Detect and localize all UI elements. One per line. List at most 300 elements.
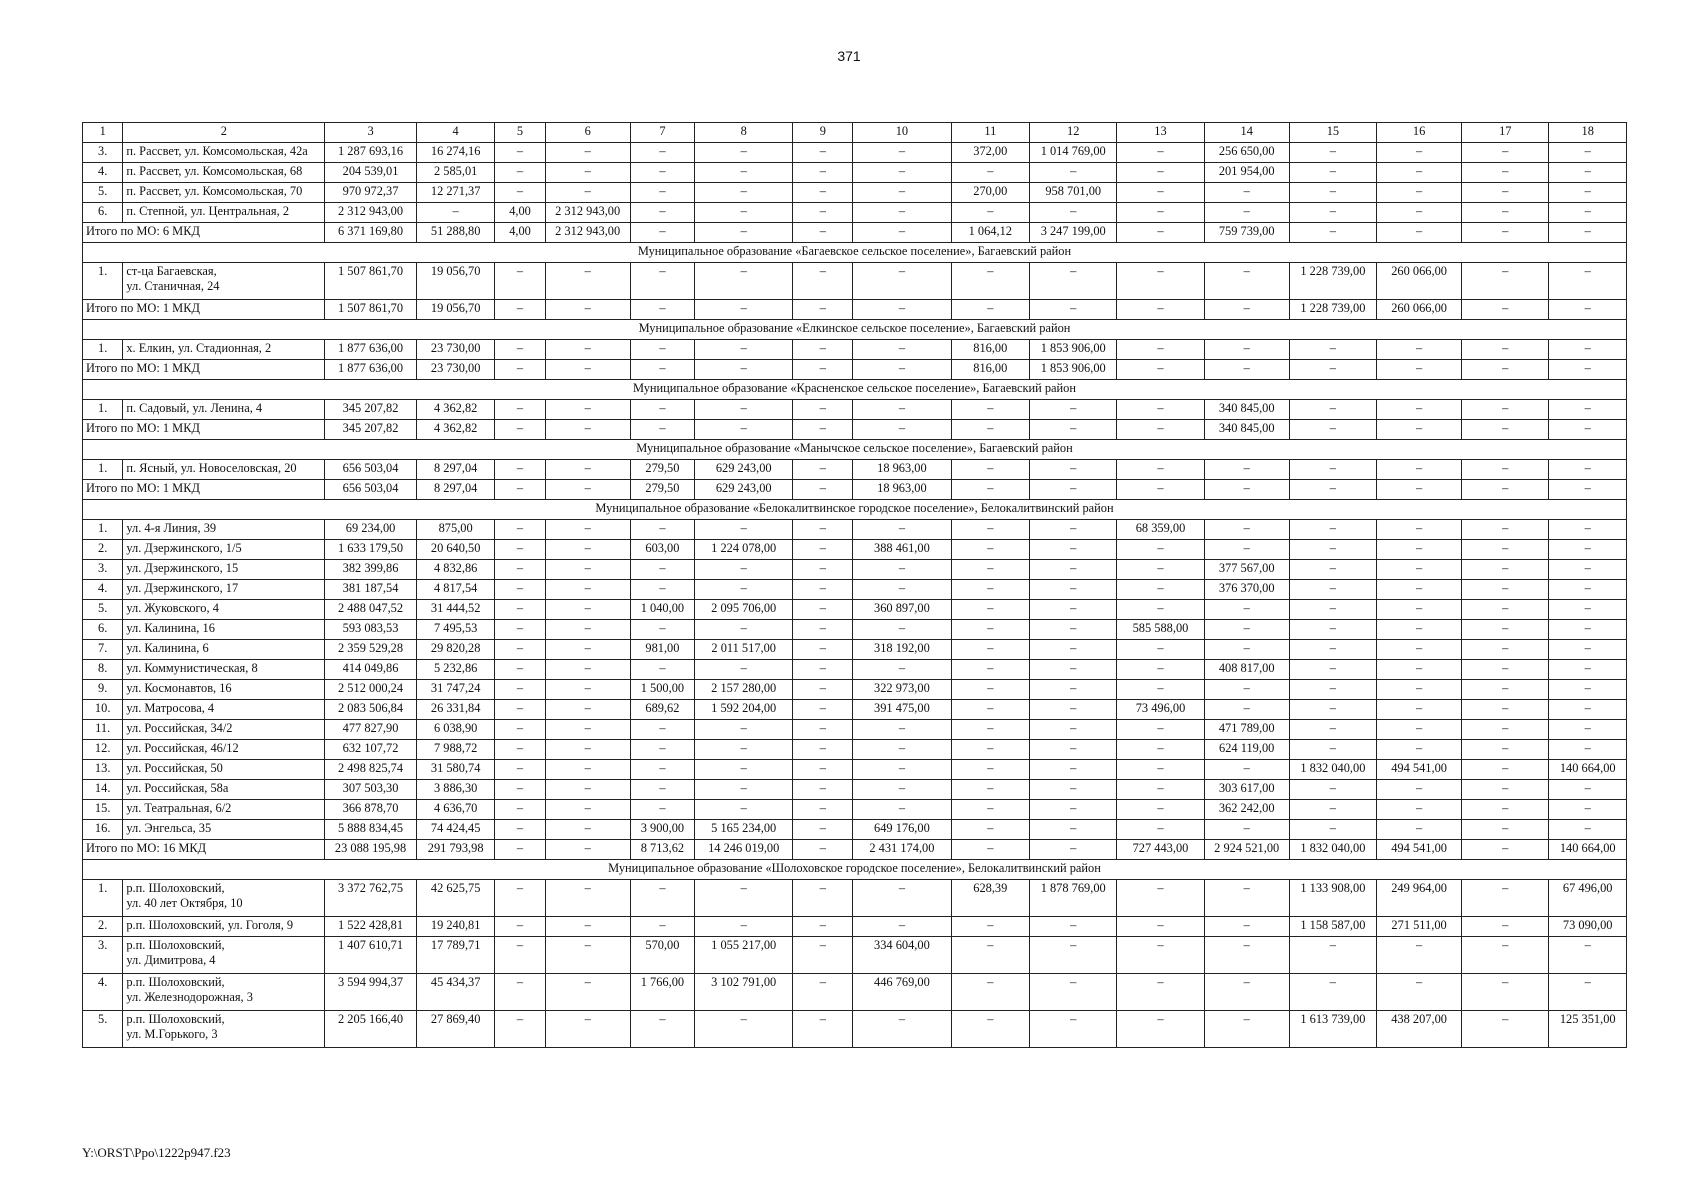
value-cell-c4: 27 869,40 <box>416 1011 495 1048</box>
total-value-c15: 1 228 739,00 <box>1289 300 1376 320</box>
address-line-1: ул. Жуковского, 4 <box>126 601 219 615</box>
value-cell-c9: – <box>793 560 853 580</box>
value-cell-c16: – <box>1377 163 1462 183</box>
value-cell-c17: – <box>1462 620 1549 640</box>
total-value-c17: – <box>1462 840 1549 860</box>
value-cell-c16: – <box>1377 183 1462 203</box>
total-value-c11: – <box>951 480 1030 500</box>
value-cell-c6: – <box>545 720 630 740</box>
value-cell-c18: – <box>1549 520 1627 540</box>
value-cell-c14: – <box>1204 203 1289 223</box>
total-value-c12: 3 247 199,00 <box>1030 223 1117 243</box>
total-value-c4: 8 297,04 <box>416 480 495 500</box>
value-cell-c7: – <box>630 1011 694 1048</box>
address-cell <box>123 460 325 480</box>
row-number: 7. <box>83 640 123 660</box>
value-cell-c11: – <box>951 400 1030 420</box>
column-number-header: 5 <box>495 123 545 143</box>
value-cell-c8: – <box>695 400 793 420</box>
address-line-2: ул. Димитрова, 4 <box>126 953 216 967</box>
value-cell-c4: 5 232,86 <box>416 660 495 680</box>
value-cell-c10: – <box>853 183 951 203</box>
value-cell-c13: 585 588,00 <box>1117 620 1204 640</box>
value-cell-c13: – <box>1117 183 1204 203</box>
value-cell-c17: – <box>1462 974 1549 1011</box>
table-row <box>83 880 1627 917</box>
value-cell-c16: – <box>1377 340 1462 360</box>
value-cell-c14: 362 242,00 <box>1204 800 1289 820</box>
value-cell-c14: 340 845,00 <box>1204 400 1289 420</box>
value-cell-c11: – <box>951 1011 1030 1048</box>
value-cell-c15: – <box>1289 680 1376 700</box>
footer-file-path: Y:\ORST\Ppo\1222p947.f23 <box>82 1145 231 1160</box>
total-value-c8: – <box>695 223 793 243</box>
value-cell-c11: – <box>951 163 1030 183</box>
value-cell-c12: 1 014 769,00 <box>1030 143 1117 163</box>
total-value-c7: – <box>630 420 694 440</box>
value-cell-c8: – <box>695 880 793 917</box>
value-cell-c10: – <box>853 163 951 183</box>
value-cell-c3: 204 539,01 <box>325 163 417 183</box>
value-cell-c18: 125 351,00 <box>1549 1011 1627 1048</box>
value-cell-c4: 875,00 <box>416 520 495 540</box>
total-value-c5: – <box>495 420 545 440</box>
value-cell-c4: 31 747,24 <box>416 680 495 700</box>
column-number-header: 17 <box>1462 123 1549 143</box>
value-cell-c7: – <box>630 520 694 540</box>
address-line-1: х. Елкин, ул. Стадионная, 2 <box>126 341 272 355</box>
value-cell-c15: 1 613 739,00 <box>1289 1011 1376 1048</box>
value-cell-c12: – <box>1030 600 1117 620</box>
total-value-c3: 656 503,04 <box>325 480 417 500</box>
address-cell <box>123 780 325 800</box>
table-row <box>83 183 1627 203</box>
value-cell-c10: 446 769,00 <box>853 974 951 1011</box>
address-cell <box>123 937 325 974</box>
row-number: 1. <box>83 520 123 540</box>
value-cell-c17: – <box>1462 540 1549 560</box>
value-cell-c15: – <box>1289 460 1376 480</box>
value-cell-c12: – <box>1030 560 1117 580</box>
value-cell-c12: – <box>1030 1011 1117 1048</box>
value-cell-c16: – <box>1377 700 1462 720</box>
value-cell-c9: – <box>793 460 853 480</box>
value-cell-c5: – <box>495 880 545 917</box>
section-title: Муниципальное образование «Багаевское сельское поселение», Багаевский район <box>83 243 1627 263</box>
value-cell-c14: – <box>1204 183 1289 203</box>
total-value-c10: – <box>853 223 951 243</box>
value-cell-c15: 1 228 739,00 <box>1289 263 1376 300</box>
total-value-c16: – <box>1377 360 1462 380</box>
value-cell-c9: – <box>793 917 853 937</box>
value-cell-c4: 3 886,30 <box>416 780 495 800</box>
value-cell-c9: – <box>793 143 853 163</box>
value-cell-c5: – <box>495 1011 545 1048</box>
total-value-c18: – <box>1549 300 1627 320</box>
value-cell-c17: – <box>1462 660 1549 680</box>
address-line-1: ст-ца Багаевская, <box>126 264 217 278</box>
section-title: Муниципальное образование «Красненское сельское поселение», Багаевский район <box>83 380 1627 400</box>
value-cell-c15: – <box>1289 800 1376 820</box>
value-cell-c3: 3 594 994,37 <box>325 974 417 1011</box>
value-cell-c5: – <box>495 917 545 937</box>
value-cell-c4: 7 988,72 <box>416 740 495 760</box>
value-cell-c6: – <box>545 560 630 580</box>
value-cell-c5: – <box>495 780 545 800</box>
total-value-c18: – <box>1549 480 1627 500</box>
total-value-c16: – <box>1377 480 1462 500</box>
table-row <box>83 620 1627 640</box>
value-cell-c12: – <box>1030 974 1117 1011</box>
value-cell-c4: 4 636,70 <box>416 800 495 820</box>
row-number: 1. <box>83 340 123 360</box>
value-cell-c3: 2 083 506,84 <box>325 700 417 720</box>
value-cell-c17: – <box>1462 640 1549 660</box>
value-cell-c8: – <box>695 620 793 640</box>
address-cell <box>123 640 325 660</box>
value-cell-c8: 5 165 234,00 <box>695 820 793 840</box>
total-value-c7: 8 713,62 <box>630 840 694 860</box>
total-row <box>83 223 1627 243</box>
value-cell-c14: – <box>1204 680 1289 700</box>
value-cell-c3: 3 372 762,75 <box>325 880 417 917</box>
address-cell <box>123 720 325 740</box>
section-header-row <box>83 380 1627 400</box>
value-cell-c13: – <box>1117 163 1204 183</box>
value-cell-c10: 18 963,00 <box>853 460 951 480</box>
value-cell-c8: – <box>695 163 793 183</box>
value-cell-c9: – <box>793 880 853 917</box>
value-cell-c14: – <box>1204 974 1289 1011</box>
total-value-c4: 291 793,98 <box>416 840 495 860</box>
value-cell-c15: – <box>1289 520 1376 540</box>
value-cell-c18: – <box>1549 143 1627 163</box>
value-cell-c4: 2 585,01 <box>416 163 495 183</box>
value-cell-c6: – <box>545 937 630 974</box>
value-cell-c4: 31 444,52 <box>416 600 495 620</box>
value-cell-c7: – <box>630 183 694 203</box>
total-value-c12: – <box>1030 480 1117 500</box>
address-line-1: ул. Дзержинского, 17 <box>126 581 239 595</box>
table-row <box>83 520 1627 540</box>
value-cell-c7: – <box>630 917 694 937</box>
value-cell-c11: – <box>951 600 1030 620</box>
value-cell-c3: 69 234,00 <box>325 520 417 540</box>
address-line-2: ул. М.Горького, 3 <box>126 1027 218 1041</box>
value-cell-c5: – <box>495 143 545 163</box>
value-cell-c13: – <box>1117 720 1204 740</box>
address-line-1: п. Садовый, ул. Ленина, 4 <box>126 401 263 415</box>
value-cell-c8: 2 157 280,00 <box>695 680 793 700</box>
total-value-c18: – <box>1549 420 1627 440</box>
value-cell-c3: 5 888 834,45 <box>325 820 417 840</box>
value-cell-c15: – <box>1289 974 1376 1011</box>
column-number-header: 8 <box>695 123 793 143</box>
value-cell-c7: 689,62 <box>630 700 694 720</box>
value-cell-c16: – <box>1377 660 1462 680</box>
value-cell-c3: 2 488 047,52 <box>325 600 417 620</box>
value-cell-c8: – <box>695 1011 793 1048</box>
address-line-1: ул. Дзержинского, 15 <box>126 561 239 575</box>
total-value-c14: 759 739,00 <box>1204 223 1289 243</box>
table-row <box>83 780 1627 800</box>
address-line-1: ул. Театральная, 6/2 <box>126 801 232 815</box>
value-cell-c7: 1 040,00 <box>630 600 694 620</box>
value-cell-c15: – <box>1289 143 1376 163</box>
value-cell-c6: – <box>545 580 630 600</box>
total-value-c6: – <box>545 360 630 380</box>
value-cell-c16: – <box>1377 460 1462 480</box>
value-cell-c6: – <box>545 974 630 1011</box>
value-cell-c10: – <box>853 143 951 163</box>
value-cell-c5: – <box>495 600 545 620</box>
row-number: 1. <box>83 263 123 300</box>
value-cell-c7: 570,00 <box>630 937 694 974</box>
value-cell-c10: 360 897,00 <box>853 600 951 620</box>
table-row <box>83 203 1627 223</box>
total-value-c8: 629 243,00 <box>695 480 793 500</box>
value-cell-c4: 12 271,37 <box>416 183 495 203</box>
address-line-1: р.п. Шолоховский, <box>126 938 225 952</box>
total-value-c14: – <box>1204 300 1289 320</box>
value-cell-c16: – <box>1377 974 1462 1011</box>
value-cell-c14: – <box>1204 1011 1289 1048</box>
total-value-c15: – <box>1289 420 1376 440</box>
total-value-c12: – <box>1030 300 1117 320</box>
value-cell-c8: – <box>695 183 793 203</box>
value-cell-c11: – <box>951 937 1030 974</box>
value-cell-c4: 42 625,75 <box>416 880 495 917</box>
value-cell-c3: 1 407 610,71 <box>325 937 417 974</box>
value-cell-c4: 29 820,28 <box>416 640 495 660</box>
value-cell-c16: 260 066,00 <box>1377 263 1462 300</box>
table-row <box>83 680 1627 700</box>
value-cell-c13: – <box>1117 800 1204 820</box>
section-header-row <box>83 243 1627 263</box>
value-cell-c12: 1 878 769,00 <box>1030 880 1117 917</box>
value-cell-c9: – <box>793 974 853 1011</box>
value-cell-c9: – <box>793 937 853 974</box>
total-value-c6: 2 312 943,00 <box>545 223 630 243</box>
value-cell-c10: – <box>853 560 951 580</box>
value-cell-c9: – <box>793 163 853 183</box>
value-cell-c4: 17 789,71 <box>416 937 495 974</box>
value-cell-c6: 2 312 943,00 <box>545 203 630 223</box>
value-cell-c15: 1 133 908,00 <box>1289 880 1376 917</box>
total-value-c18: – <box>1549 223 1627 243</box>
value-cell-c6: – <box>545 880 630 917</box>
value-cell-c4: 23 730,00 <box>416 340 495 360</box>
row-number: 2. <box>83 540 123 560</box>
value-cell-c17: – <box>1462 917 1549 937</box>
value-cell-c6: – <box>545 640 630 660</box>
value-cell-c18: – <box>1549 540 1627 560</box>
value-cell-c13: – <box>1117 143 1204 163</box>
value-cell-c18: – <box>1549 620 1627 640</box>
value-cell-c15: – <box>1289 780 1376 800</box>
value-cell-c8: – <box>695 780 793 800</box>
row-number: 2. <box>83 917 123 937</box>
row-number: 1. <box>83 460 123 480</box>
column-number-header: 11 <box>951 123 1030 143</box>
value-cell-c3: 1 507 861,70 <box>325 263 417 300</box>
row-number: 6. <box>83 620 123 640</box>
address-line-1: п. Степной, ул. Центральная, 2 <box>126 204 290 218</box>
value-cell-c8: – <box>695 263 793 300</box>
total-value-c3: 6 371 169,80 <box>325 223 417 243</box>
value-cell-c8: 1 224 078,00 <box>695 540 793 560</box>
total-value-c16: 494 541,00 <box>1377 840 1462 860</box>
total-label: Итого по МО: 1 МКД <box>83 300 325 320</box>
value-cell-c17: – <box>1462 740 1549 760</box>
value-cell-c8: – <box>695 800 793 820</box>
total-value-c17: – <box>1462 223 1549 243</box>
total-value-c4: 51 288,80 <box>416 223 495 243</box>
value-cell-c17: – <box>1462 700 1549 720</box>
total-row <box>83 480 1627 500</box>
value-cell-c7: – <box>630 800 694 820</box>
value-cell-c16: – <box>1377 600 1462 620</box>
column-number-header: 3 <box>325 123 417 143</box>
value-cell-c12: – <box>1030 760 1117 780</box>
value-cell-c11: – <box>951 700 1030 720</box>
section-header-row <box>83 500 1627 520</box>
value-cell-c13: – <box>1117 460 1204 480</box>
value-cell-c13: – <box>1117 540 1204 560</box>
value-cell-c12: – <box>1030 700 1117 720</box>
value-cell-c14: – <box>1204 640 1289 660</box>
value-cell-c5: – <box>495 340 545 360</box>
value-cell-c3: 2 359 529,28 <box>325 640 417 660</box>
value-cell-c16: – <box>1377 820 1462 840</box>
total-value-c9: – <box>793 223 853 243</box>
total-value-c14: 2 924 521,00 <box>1204 840 1289 860</box>
value-cell-c10: – <box>853 800 951 820</box>
value-cell-c5: – <box>495 700 545 720</box>
row-number: 16. <box>83 820 123 840</box>
value-cell-c10: 322 973,00 <box>853 680 951 700</box>
value-cell-c13: – <box>1117 974 1204 1011</box>
value-cell-c11: – <box>951 800 1030 820</box>
value-cell-c5: – <box>495 820 545 840</box>
value-cell-c17: – <box>1462 460 1549 480</box>
value-cell-c3: 970 972,37 <box>325 183 417 203</box>
value-cell-c3: 593 083,53 <box>325 620 417 640</box>
value-cell-c4: 16 274,16 <box>416 143 495 163</box>
value-cell-c6: – <box>545 780 630 800</box>
value-cell-c14: – <box>1204 880 1289 917</box>
value-cell-c12: – <box>1030 660 1117 680</box>
address-cell <box>123 700 325 720</box>
column-number-header: 1 <box>83 123 123 143</box>
total-value-c8: – <box>695 420 793 440</box>
total-value-c10: 2 431 174,00 <box>853 840 951 860</box>
row-number: 14. <box>83 780 123 800</box>
total-value-c16: 260 066,00 <box>1377 300 1462 320</box>
value-cell-c5: – <box>495 183 545 203</box>
value-cell-c7: – <box>630 760 694 780</box>
value-cell-c14: – <box>1204 540 1289 560</box>
value-cell-c8: – <box>695 203 793 223</box>
value-cell-c7: – <box>630 560 694 580</box>
value-cell-c6: – <box>545 520 630 540</box>
value-cell-c14: – <box>1204 820 1289 840</box>
value-cell-c4: 31 580,74 <box>416 760 495 780</box>
address-line-1: р.п. Шолоховский, <box>126 1012 225 1026</box>
section-title: Муниципальное образование «Манычское сельское поселение», Багаевский район <box>83 440 1627 460</box>
value-cell-c12: – <box>1030 203 1117 223</box>
row-number: 8. <box>83 660 123 680</box>
total-value-c11: – <box>951 420 1030 440</box>
total-value-c15: – <box>1289 360 1376 380</box>
value-cell-c18: – <box>1549 580 1627 600</box>
value-cell-c12: – <box>1030 163 1117 183</box>
value-cell-c11: – <box>951 780 1030 800</box>
total-value-c13: – <box>1117 300 1204 320</box>
value-cell-c15: – <box>1289 620 1376 640</box>
value-cell-c12: – <box>1030 620 1117 640</box>
column-number-header: 10 <box>853 123 951 143</box>
total-value-c3: 345 207,82 <box>325 420 417 440</box>
value-cell-c9: – <box>793 263 853 300</box>
value-cell-c13: – <box>1117 760 1204 780</box>
value-cell-c18: – <box>1549 780 1627 800</box>
value-cell-c9: – <box>793 660 853 680</box>
value-cell-c16: – <box>1377 640 1462 660</box>
value-cell-c9: – <box>793 820 853 840</box>
total-value-c14: 340 845,00 <box>1204 420 1289 440</box>
value-cell-c8: 2 095 706,00 <box>695 600 793 620</box>
table-row <box>83 143 1627 163</box>
value-cell-c10: – <box>853 580 951 600</box>
value-cell-c11: – <box>951 580 1030 600</box>
value-cell-c6: – <box>545 263 630 300</box>
value-cell-c6: – <box>545 340 630 360</box>
value-cell-c17: – <box>1462 580 1549 600</box>
value-cell-c18: 67 496,00 <box>1549 880 1627 917</box>
address-line-1: п. Рассвет, ул. Комсомольская, 70 <box>126 184 303 198</box>
value-cell-c9: – <box>793 183 853 203</box>
value-cell-c12: – <box>1030 520 1117 540</box>
total-row <box>83 420 1627 440</box>
value-cell-c18: – <box>1549 183 1627 203</box>
section-header-row <box>83 440 1627 460</box>
value-cell-c12: – <box>1030 580 1117 600</box>
value-cell-c16: – <box>1377 780 1462 800</box>
value-cell-c17: – <box>1462 680 1549 700</box>
value-cell-c10: 334 604,00 <box>853 937 951 974</box>
value-cell-c11: – <box>951 680 1030 700</box>
value-cell-c16: – <box>1377 620 1462 640</box>
value-cell-c16: – <box>1377 520 1462 540</box>
total-value-c3: 1 507 861,70 <box>325 300 417 320</box>
row-number: 13. <box>83 760 123 780</box>
row-number: 4. <box>83 580 123 600</box>
value-cell-c3: 632 107,72 <box>325 740 417 760</box>
table-row <box>83 640 1627 660</box>
row-number: 1. <box>83 880 123 917</box>
value-cell-c18: – <box>1549 400 1627 420</box>
table-row <box>83 600 1627 620</box>
column-number-header: 13 <box>1117 123 1204 143</box>
table-row <box>83 1011 1627 1048</box>
total-value-c15: – <box>1289 480 1376 500</box>
value-cell-c7: 1 500,00 <box>630 680 694 700</box>
total-row <box>83 840 1627 860</box>
table-row <box>83 740 1627 760</box>
value-cell-c8: – <box>695 340 793 360</box>
total-value-c6: – <box>545 840 630 860</box>
